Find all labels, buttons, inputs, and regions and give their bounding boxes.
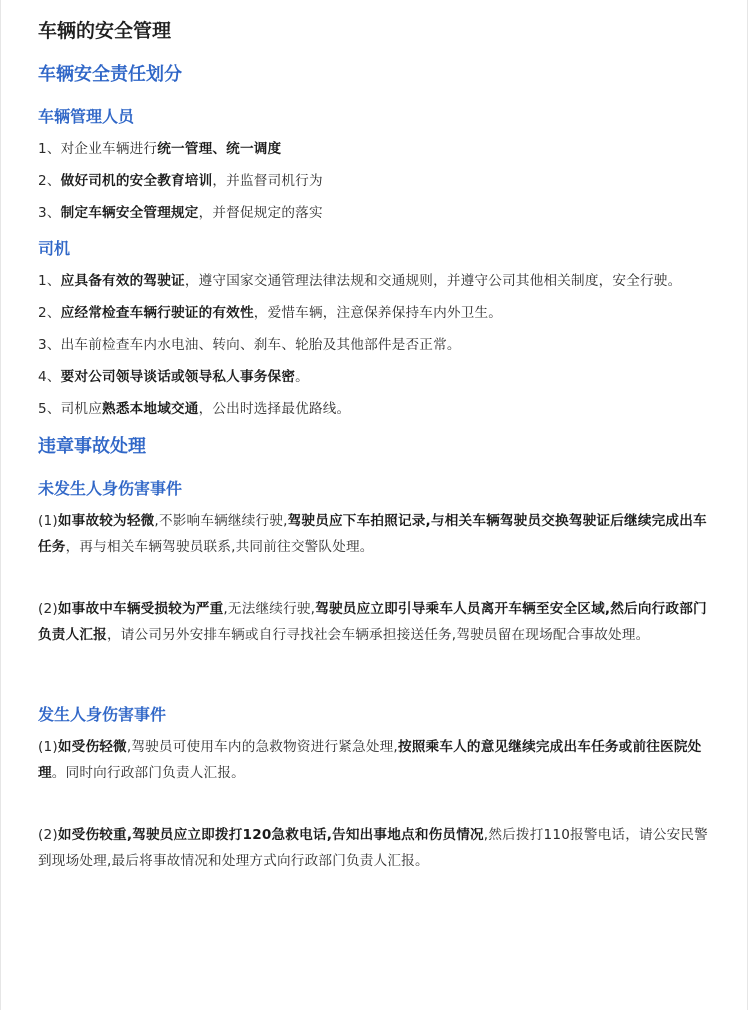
body-text: ，并监督司机行为 xyxy=(212,173,323,189)
emphasis-text: 如受伤轻微 xyxy=(57,739,127,755)
list-item xyxy=(38,136,711,162)
manager-duties-list xyxy=(38,136,711,226)
subheading-drivers: 司机 xyxy=(38,239,71,258)
section-heading-accident-handling: 违章事故处理 xyxy=(38,436,146,457)
body-text: (2) xyxy=(38,827,58,843)
body-text: ，请公司另外安排车辆或自行寻找社会车辆承担接送任务,驾驶员留在现场配合事故处理。 xyxy=(106,627,650,643)
body-text: (2) xyxy=(38,601,58,617)
list-item xyxy=(38,596,711,648)
body-text: 。 xyxy=(295,369,309,385)
body-text: ,无法继续行驶, xyxy=(223,601,316,617)
list-item xyxy=(38,332,711,358)
list-item xyxy=(38,508,711,560)
driver-duties-list xyxy=(38,268,711,422)
body-text: (1) xyxy=(38,739,58,755)
list-item xyxy=(38,300,711,326)
list-item xyxy=(38,168,711,194)
body-text: ，再与相关车辆驾驶员联系,共同前往交警队处理。 xyxy=(65,539,374,555)
body-text: 3、 xyxy=(38,205,61,221)
body-text: 1、对企业车辆进行 xyxy=(38,141,158,157)
page-title: 车辆的安全管理 xyxy=(38,20,172,42)
body-text: 1、 xyxy=(38,273,61,289)
emphasis-text: 应经常检查车辆行驶证的有效性 xyxy=(60,305,254,321)
list-item xyxy=(38,268,711,294)
emphasis-text: 统一管理、统一调度 xyxy=(157,141,282,157)
emphasis-text: 如受伤较重,驾驶员应立即拨打120急救电话,告知出事地点和伤员情况 xyxy=(57,827,484,843)
body-text: 2、 xyxy=(38,305,61,321)
body-text: ,然后拨打110报警电话，请公安民警到现场处理,最后将事故情况和处理方式向行政部门负责人汇报。 xyxy=(38,827,708,869)
emphasis-text: 应具备有效的驾驶证 xyxy=(60,273,185,289)
subheading-injury: 发生人身伤害事件 xyxy=(38,705,167,724)
emphasis-text: 如事故中车辆受损较为严重 xyxy=(57,601,224,617)
emphasis-text: 制定车辆安全管理规定 xyxy=(60,205,199,221)
subheading-no-injury: 未发生人身伤害事件 xyxy=(38,479,183,498)
body-text: (1) xyxy=(38,513,58,529)
emphasis-text: 驾驶员应下车拍照记录,与相关车辆驾驶员交换驾驶证后继续完成出车任务 xyxy=(38,513,707,555)
body-text: 2、 xyxy=(38,173,61,189)
list-item xyxy=(38,734,711,786)
emphasis-text: 驾驶员应立即引导乘车人员离开车辆至安全区域,然后向行政部门负责人汇报 xyxy=(38,601,707,643)
list-item xyxy=(38,364,711,390)
emphasis-text: 做好司机的安全教育培训 xyxy=(60,173,213,189)
no-injury-procedures xyxy=(38,508,711,648)
section-heading-responsibility: 车辆安全责任划分 xyxy=(38,64,182,85)
body-text: ，并督促规定的落实 xyxy=(198,205,323,221)
emphasis-text: 熟悉本地域交通 xyxy=(102,401,199,417)
list-item xyxy=(38,396,711,422)
body-text: ,驾驶员可使用车内的急救物资进行紧急处理, xyxy=(126,739,398,755)
list-item xyxy=(38,822,711,874)
body-text: 。同时向行政部门负责人汇报。 xyxy=(51,765,245,781)
subheading-vehicle-managers: 车辆管理人员 xyxy=(38,107,135,126)
injury-procedures xyxy=(38,734,711,874)
list-item xyxy=(38,200,711,226)
body-text: 5、司机应 xyxy=(38,401,103,417)
emphasis-text: 按照乘车人的意见继续完成出车任务或前往医院处理 xyxy=(38,739,702,781)
body-text: ，遵守国家交通管理法律法规和交通规则，并遵守公司其他相关制度，安全行驶。 xyxy=(184,273,682,289)
emphasis-text: 要对公司领导谈话或领导私人事务保密 xyxy=(60,369,296,385)
body-text: 3、出车前检查车内水电油、转向、刹车、轮胎及其他部件是否正常。 xyxy=(38,337,461,353)
body-text: ,不影响车辆继续行驶, xyxy=(154,513,288,529)
emphasis-text: 如事故较为轻微 xyxy=(57,513,155,529)
body-text: ，爱惜车辆，注意保养保持车内外卫生。 xyxy=(253,305,503,321)
body-text: ，公出时选择最优路线。 xyxy=(198,401,351,417)
body-text: 4、 xyxy=(38,369,61,385)
